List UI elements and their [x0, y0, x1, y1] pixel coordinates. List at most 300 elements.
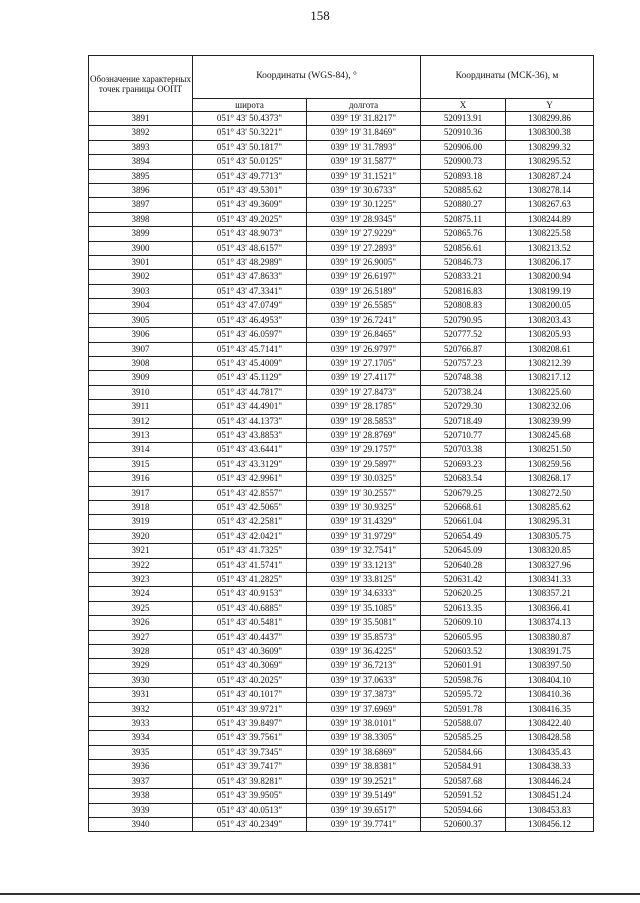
longitude-cell: 039° 19' 27.2893": [307, 241, 421, 255]
latitude-cell: 051° 43' 39.7417": [193, 760, 307, 774]
longitude-cell: 039° 19' 37.0633": [307, 673, 421, 687]
x-coord-cell: 520880.27: [421, 198, 506, 212]
point-id-cell: 3908: [89, 356, 193, 370]
x-coord-cell: 520605.95: [421, 630, 506, 644]
point-id-cell: 3935: [89, 745, 193, 759]
latitude-cell: 051° 43' 40.2025": [193, 673, 307, 687]
longitude-cell: 039° 19' 34.6333": [307, 587, 421, 601]
y-coord-cell: 1308456.12: [506, 817, 594, 831]
latitude-cell: 051° 43' 49.5301": [193, 184, 307, 198]
header-x: X: [421, 99, 506, 112]
latitude-cell: 051° 43' 43.3129": [193, 457, 307, 471]
longitude-cell: 039° 19' 33.8125": [307, 573, 421, 587]
longitude-cell: 039° 19' 29.1757": [307, 443, 421, 457]
x-coord-cell: 520913.91: [421, 112, 506, 126]
x-coord-cell: 520654.49: [421, 529, 506, 543]
x-coord-cell: 520893.18: [421, 169, 506, 183]
x-coord-cell: 520600.37: [421, 817, 506, 831]
point-id-cell: 3934: [89, 731, 193, 745]
latitude-cell: 051° 43' 40.1017": [193, 688, 307, 702]
latitude-cell: 051° 43' 48.2989": [193, 256, 307, 270]
longitude-cell: 039° 19' 28.9345": [307, 212, 421, 226]
longitude-cell: 039° 19' 35.8573": [307, 630, 421, 644]
latitude-cell: 051° 43' 43.8853": [193, 428, 307, 442]
x-coord-cell: 520846.73: [421, 256, 506, 270]
y-coord-cell: 1308327.96: [506, 558, 594, 572]
y-coord-cell: 1308213.52: [506, 241, 594, 255]
page-number: 158: [310, 8, 330, 23]
x-coord-cell: 520668.61: [421, 500, 506, 514]
longitude-cell: 039° 19' 26.5585": [307, 299, 421, 313]
y-coord-cell: 1308217.12: [506, 371, 594, 385]
point-id-cell: 3932: [89, 702, 193, 716]
header-y: Y: [506, 99, 594, 112]
y-coord-cell: 1308200.94: [506, 270, 594, 284]
y-coord-cell: 1308285.62: [506, 500, 594, 514]
latitude-cell: 051° 43' 41.5741": [193, 558, 307, 572]
y-coord-cell: 1308287.24: [506, 169, 594, 183]
longitude-cell: 039° 19' 30.9325": [307, 500, 421, 514]
x-coord-cell: 520790.95: [421, 313, 506, 327]
latitude-cell: 051° 43' 41.7325": [193, 544, 307, 558]
bottom-divider: [0, 893, 640, 895]
x-coord-cell: 520613.35: [421, 601, 506, 615]
x-coord-cell: 520856.61: [421, 241, 506, 255]
point-id-cell: 3924: [89, 587, 193, 601]
longitude-cell: 039° 19' 30.6733": [307, 184, 421, 198]
y-coord-cell: 1308244.89: [506, 212, 594, 226]
longitude-cell: 039° 19' 28.8769": [307, 428, 421, 442]
longitude-cell: 039° 19' 30.2557": [307, 486, 421, 500]
y-coord-cell: 1308404.10: [506, 673, 594, 687]
table-row: [89, 198, 594, 212]
y-coord-cell: 1308251.50: [506, 443, 594, 457]
x-coord-cell: 520620.25: [421, 587, 506, 601]
point-id-cell: 3929: [89, 659, 193, 673]
x-coord-cell: 520718.49: [421, 414, 506, 428]
table-row: [89, 486, 594, 500]
y-coord-cell: 1308268.17: [506, 472, 594, 486]
y-coord-cell: 1308422.40: [506, 717, 594, 731]
y-coord-cell: 1308299.32: [506, 140, 594, 154]
table-row: [89, 385, 594, 399]
longitude-cell: 039° 19' 39.5149": [307, 789, 421, 803]
y-coord-cell: 1308428.58: [506, 731, 594, 745]
y-coord-cell: 1308391.75: [506, 645, 594, 659]
point-id-cell: 3892: [89, 126, 193, 140]
point-id-cell: 3926: [89, 616, 193, 630]
latitude-cell: 051° 43' 46.0597": [193, 328, 307, 342]
y-coord-cell: 1308225.60: [506, 385, 594, 399]
table-row: [89, 645, 594, 659]
coordinates-table: [88, 55, 594, 832]
y-coord-cell: 1308267.63: [506, 198, 594, 212]
x-coord-cell: 520584.91: [421, 760, 506, 774]
x-coord-cell: 520598.76: [421, 673, 506, 687]
point-id-cell: 3898: [89, 212, 193, 226]
y-coord-cell: 1308453.83: [506, 803, 594, 817]
table-row: [89, 558, 594, 572]
longitude-cell: 039° 19' 37.6969": [307, 702, 421, 716]
table-header-row: [89, 56, 594, 99]
table-row: [89, 342, 594, 356]
point-id-cell: 3925: [89, 601, 193, 615]
x-coord-cell: 520703.38: [421, 443, 506, 457]
point-id-cell: 3893: [89, 140, 193, 154]
point-id-cell: 3909: [89, 371, 193, 385]
x-coord-cell: 520729.30: [421, 400, 506, 414]
x-coord-cell: 520640.28: [421, 558, 506, 572]
latitude-cell: 051° 43' 40.2349": [193, 817, 307, 831]
y-coord-cell: 1308299.86: [506, 112, 594, 126]
longitude-cell: 039° 19' 26.9005": [307, 256, 421, 270]
table-body: [89, 112, 594, 832]
point-id-cell: 3913: [89, 428, 193, 442]
longitude-cell: 039° 19' 39.6517": [307, 803, 421, 817]
latitude-cell: 051° 43' 42.8557": [193, 486, 307, 500]
longitude-cell: 039° 19' 31.5877": [307, 155, 421, 169]
y-coord-cell: 1308199.19: [506, 284, 594, 298]
latitude-cell: 051° 43' 44.4901": [193, 400, 307, 414]
longitude-cell: 039° 19' 32.7541": [307, 544, 421, 558]
point-id-cell: 3933: [89, 717, 193, 731]
longitude-cell: 039° 19' 39.7741": [307, 817, 421, 831]
table-row: [89, 328, 594, 342]
latitude-cell: 051° 43' 39.9721": [193, 702, 307, 716]
x-coord-cell: 520603.52: [421, 645, 506, 659]
table-row: [89, 443, 594, 457]
longitude-cell: 039° 19' 30.0325": [307, 472, 421, 486]
table-row: [89, 500, 594, 514]
table-row: [89, 659, 594, 673]
point-id-cell: 3921: [89, 544, 193, 558]
table-row: [89, 241, 594, 255]
latitude-cell: 051° 43' 39.7561": [193, 731, 307, 745]
table-row: [89, 601, 594, 615]
latitude-cell: 051° 43' 39.7345": [193, 745, 307, 759]
point-id-cell: 3906: [89, 328, 193, 342]
table-row: [89, 774, 594, 788]
table-row: [89, 184, 594, 198]
y-coord-cell: 1308205.93: [506, 328, 594, 342]
y-coord-cell: 1308416.35: [506, 702, 594, 716]
latitude-cell: 051° 43' 47.8633": [193, 270, 307, 284]
table-row: [89, 400, 594, 414]
point-id-cell: 3936: [89, 760, 193, 774]
point-id-cell: 3912: [89, 414, 193, 428]
latitude-cell: 051° 43' 50.3221": [193, 126, 307, 140]
latitude-cell: 051° 43' 40.5481": [193, 616, 307, 630]
y-coord-cell: 1308320.85: [506, 544, 594, 558]
x-coord-cell: 520645.09: [421, 544, 506, 558]
x-coord-cell: 520833.21: [421, 270, 506, 284]
x-coord-cell: 520588.07: [421, 717, 506, 731]
point-id-cell: 3923: [89, 573, 193, 587]
x-coord-cell: 520595.72: [421, 688, 506, 702]
y-coord-cell: 1308206.17: [506, 256, 594, 270]
latitude-cell: 051° 43' 50.4373": [193, 112, 307, 126]
y-coord-cell: 1308212.39: [506, 356, 594, 370]
x-coord-cell: 520683.54: [421, 472, 506, 486]
table-row: [89, 673, 594, 687]
y-coord-cell: 1308295.31: [506, 515, 594, 529]
longitude-cell: 039° 19' 33.1213": [307, 558, 421, 572]
latitude-cell: 051° 43' 47.0749": [193, 299, 307, 313]
longitude-cell: 039° 19' 27.9229": [307, 227, 421, 241]
x-coord-cell: 520816.83: [421, 284, 506, 298]
longitude-cell: 039° 19' 38.0101": [307, 717, 421, 731]
x-coord-cell: 520591.78: [421, 702, 506, 716]
table-row: [89, 745, 594, 759]
table-row: [89, 126, 594, 140]
table-row: [89, 515, 594, 529]
longitude-cell: 039° 19' 28.1785": [307, 400, 421, 414]
header-wgs84: Координаты (WGS-84), °: [193, 56, 421, 99]
longitude-cell: 039° 19' 26.6197": [307, 270, 421, 284]
table-row: [89, 112, 594, 126]
y-coord-cell: 1308300.38: [506, 126, 594, 140]
table-row: [89, 155, 594, 169]
longitude-cell: 039° 19' 31.7893": [307, 140, 421, 154]
x-coord-cell: 520594.66: [421, 803, 506, 817]
y-coord-cell: 1308225.58: [506, 227, 594, 241]
x-coord-cell: 520900.73: [421, 155, 506, 169]
point-id-cell: 3904: [89, 299, 193, 313]
latitude-cell: 051° 43' 50.1817": [193, 140, 307, 154]
table-row: [89, 313, 594, 327]
header-longitude: долгота: [307, 99, 421, 112]
longitude-cell: 039° 19' 37.3873": [307, 688, 421, 702]
x-coord-cell: 520587.68: [421, 774, 506, 788]
y-coord-cell: 1308380.87: [506, 630, 594, 644]
table-row: [89, 256, 594, 270]
latitude-cell: 051° 43' 49.2025": [193, 212, 307, 226]
longitude-cell: 039° 19' 39.2521": [307, 774, 421, 788]
x-coord-cell: 520748.38: [421, 371, 506, 385]
table-row: [89, 356, 594, 370]
latitude-cell: 051° 43' 47.3341": [193, 284, 307, 298]
longitude-cell: 039° 19' 28.5853": [307, 414, 421, 428]
point-id-cell: 3938: [89, 789, 193, 803]
y-coord-cell: 1308200.05: [506, 299, 594, 313]
x-coord-cell: 520875.11: [421, 212, 506, 226]
point-id-cell: 3918: [89, 500, 193, 514]
point-id-cell: 3939: [89, 803, 193, 817]
y-coord-cell: 1308366.41: [506, 601, 594, 615]
latitude-cell: 051° 43' 45.4009": [193, 356, 307, 370]
longitude-cell: 039° 19' 36.4225": [307, 645, 421, 659]
longitude-cell: 039° 19' 31.9729": [307, 529, 421, 543]
point-id-cell: 3905: [89, 313, 193, 327]
table-row: [89, 414, 594, 428]
point-id-cell: 3922: [89, 558, 193, 572]
x-coord-cell: 520609.10: [421, 616, 506, 630]
table-row: [89, 212, 594, 226]
y-coord-cell: 1308438.33: [506, 760, 594, 774]
y-coord-cell: 1308239.99: [506, 414, 594, 428]
y-coord-cell: 1308278.14: [506, 184, 594, 198]
point-id-cell: 3900: [89, 241, 193, 255]
table-row: [89, 227, 594, 241]
point-id-cell: 3902: [89, 270, 193, 284]
longitude-cell: 039° 19' 38.6869": [307, 745, 421, 759]
y-coord-cell: 1308410.36: [506, 688, 594, 702]
table-row: [89, 371, 594, 385]
x-coord-cell: 520777.52: [421, 328, 506, 342]
point-id-cell: 3927: [89, 630, 193, 644]
longitude-cell: 039° 19' 38.8381": [307, 760, 421, 774]
latitude-cell: 051° 43' 49.7713": [193, 169, 307, 183]
point-id-cell: 3899: [89, 227, 193, 241]
x-coord-cell: 520631.42: [421, 573, 506, 587]
latitude-cell: 051° 43' 42.9961": [193, 472, 307, 486]
header-msk36: Координаты (МСК-36), м: [421, 56, 594, 99]
x-coord-cell: 520661.04: [421, 515, 506, 529]
longitude-cell: 039° 19' 26.7241": [307, 313, 421, 327]
point-id-cell: 3931: [89, 688, 193, 702]
table-row: [89, 169, 594, 183]
latitude-cell: 051° 43' 46.4953": [193, 313, 307, 327]
point-id-cell: 3911: [89, 400, 193, 414]
table-row: [89, 270, 594, 284]
y-coord-cell: 1308259.56: [506, 457, 594, 471]
header-point-designation: Обозначение характерных точек границы ООПТ: [89, 56, 193, 112]
latitude-cell: 051° 43' 44.7817": [193, 385, 307, 399]
y-coord-cell: 1308232.06: [506, 400, 594, 414]
longitude-cell: 039° 19' 38.3305": [307, 731, 421, 745]
point-id-cell: 3915: [89, 457, 193, 471]
point-id-cell: 3907: [89, 342, 193, 356]
latitude-cell: 051° 43' 40.6885": [193, 601, 307, 615]
point-id-cell: 3917: [89, 486, 193, 500]
table-row: [89, 587, 594, 601]
longitude-cell: 039° 19' 29.5897": [307, 457, 421, 471]
point-id-cell: 3930: [89, 673, 193, 687]
latitude-cell: 051° 43' 39.8497": [193, 717, 307, 731]
point-id-cell: 3896: [89, 184, 193, 198]
table-row: [89, 472, 594, 486]
table-row: [89, 284, 594, 298]
table-row: [89, 731, 594, 745]
x-coord-cell: 520584.66: [421, 745, 506, 759]
point-id-cell: 3910: [89, 385, 193, 399]
y-coord-cell: 1308446.24: [506, 774, 594, 788]
latitude-cell: 051° 43' 39.8281": [193, 774, 307, 788]
longitude-cell: 039° 19' 31.8469": [307, 126, 421, 140]
longitude-cell: 039° 19' 31.4329": [307, 515, 421, 529]
table-row: [89, 428, 594, 442]
x-coord-cell: 520591.52: [421, 789, 506, 803]
x-coord-cell: 520766.87: [421, 342, 506, 356]
point-id-cell: 3891: [89, 112, 193, 126]
table-row: [89, 717, 594, 731]
y-coord-cell: 1308341.33: [506, 573, 594, 587]
latitude-cell: 051° 43' 50.0125": [193, 155, 307, 169]
table-row: [89, 457, 594, 471]
point-id-cell: 3919: [89, 515, 193, 529]
y-coord-cell: 1308357.21: [506, 587, 594, 601]
table-row: [89, 529, 594, 543]
table-row: [89, 817, 594, 831]
point-id-cell: 3894: [89, 155, 193, 169]
y-coord-cell: 1308208.61: [506, 342, 594, 356]
x-coord-cell: 520601.91: [421, 659, 506, 673]
y-coord-cell: 1308451.24: [506, 789, 594, 803]
longitude-cell: 039° 19' 27.4117": [307, 371, 421, 385]
latitude-cell: 051° 43' 49.3609": [193, 198, 307, 212]
y-coord-cell: 1308397.50: [506, 659, 594, 673]
latitude-cell: 051° 43' 42.2581": [193, 515, 307, 529]
header-latitude: широта: [193, 99, 307, 112]
latitude-cell: 051° 43' 45.7141": [193, 342, 307, 356]
x-coord-cell: 520906.00: [421, 140, 506, 154]
y-coord-cell: 1308295.52: [506, 155, 594, 169]
latitude-cell: 051° 43' 42.5065": [193, 500, 307, 514]
point-id-cell: 3897: [89, 198, 193, 212]
table-row: [89, 140, 594, 154]
point-id-cell: 3940: [89, 817, 193, 831]
table-row: [89, 573, 594, 587]
latitude-cell: 051° 43' 40.3609": [193, 645, 307, 659]
latitude-cell: 051° 43' 48.9073": [193, 227, 307, 241]
point-id-cell: 3903: [89, 284, 193, 298]
table-row: [89, 760, 594, 774]
point-id-cell: 3937: [89, 774, 193, 788]
latitude-cell: 051° 43' 43.6441": [193, 443, 307, 457]
latitude-cell: 051° 43' 40.9153": [193, 587, 307, 601]
longitude-cell: 039° 19' 27.8473": [307, 385, 421, 399]
y-coord-cell: 1308245.68: [506, 428, 594, 442]
longitude-cell: 039° 19' 27.1705": [307, 356, 421, 370]
x-coord-cell: 520865.76: [421, 227, 506, 241]
point-id-cell: 3901: [89, 256, 193, 270]
longitude-cell: 039° 19' 26.9797": [307, 342, 421, 356]
x-coord-cell: 520585.25: [421, 731, 506, 745]
x-coord-cell: 520808.83: [421, 299, 506, 313]
y-coord-cell: 1308305.75: [506, 529, 594, 543]
y-coord-cell: 1308272.50: [506, 486, 594, 500]
x-coord-cell: 520693.23: [421, 457, 506, 471]
table-row: [89, 299, 594, 313]
latitude-cell: 051° 43' 40.0513": [193, 803, 307, 817]
table-row: [89, 544, 594, 558]
x-coord-cell: 520910.36: [421, 126, 506, 140]
table-row: [89, 630, 594, 644]
point-id-cell: 3916: [89, 472, 193, 486]
latitude-cell: 051° 43' 42.0421": [193, 529, 307, 543]
point-id-cell: 3928: [89, 645, 193, 659]
y-coord-cell: 1308435.43: [506, 745, 594, 759]
x-coord-cell: 520679.25: [421, 486, 506, 500]
point-id-cell: 3920: [89, 529, 193, 543]
longitude-cell: 039° 19' 36.7213": [307, 659, 421, 673]
table-row: [89, 616, 594, 630]
x-coord-cell: 520757.23: [421, 356, 506, 370]
x-coord-cell: 520738.24: [421, 385, 506, 399]
x-coord-cell: 520885.62: [421, 184, 506, 198]
latitude-cell: 051° 43' 40.3069": [193, 659, 307, 673]
y-coord-cell: 1308374.13: [506, 616, 594, 630]
longitude-cell: 039° 19' 31.8217": [307, 112, 421, 126]
latitude-cell: 051° 43' 39.9505": [193, 789, 307, 803]
point-id-cell: 3914: [89, 443, 193, 457]
latitude-cell: 051° 43' 48.6157": [193, 241, 307, 255]
table-row: [89, 803, 594, 817]
latitude-cell: 051° 43' 45.1129": [193, 371, 307, 385]
latitude-cell: 051° 43' 44.1373": [193, 414, 307, 428]
point-id-cell: 3895: [89, 169, 193, 183]
x-coord-cell: 520710.77: [421, 428, 506, 442]
